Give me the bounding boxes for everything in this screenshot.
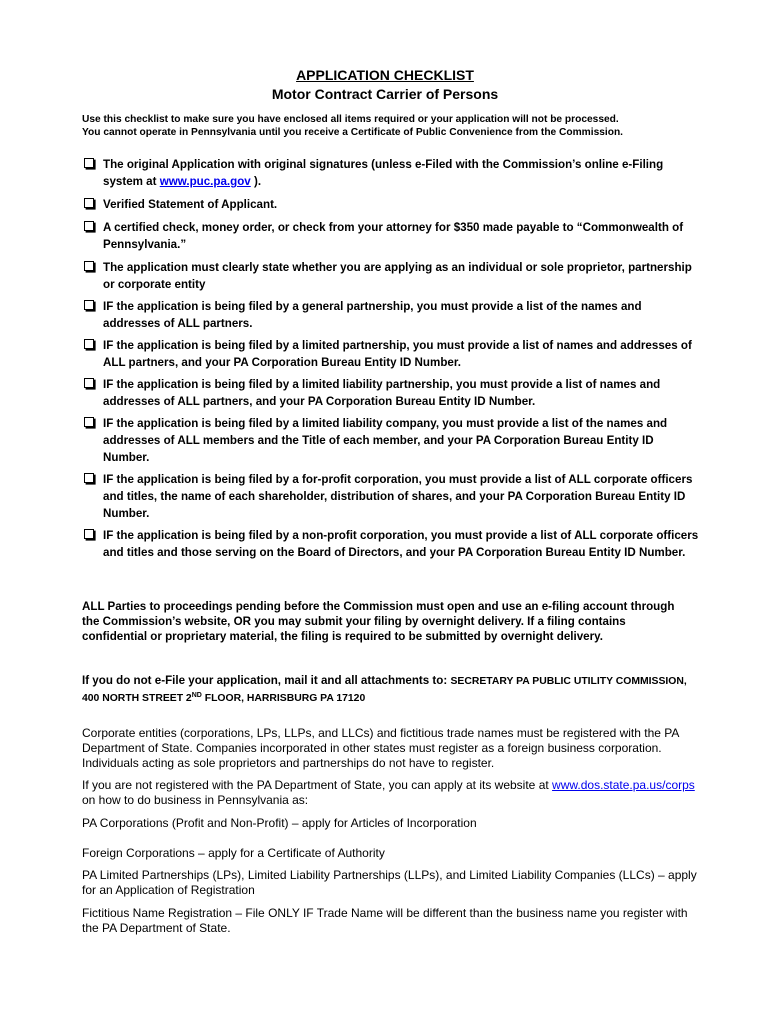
checkbox-icon[interactable] xyxy=(84,198,94,208)
checkbox-icon[interactable] xyxy=(84,221,94,231)
checklist-item xyxy=(82,337,702,371)
intro-line-1: Use this checklist to make sure you have enclosed all items required or your application will not be processed. xyxy=(82,114,619,125)
registration-website-paragraph xyxy=(82,778,702,808)
pa-corporations-line: PA Corporations (Profit and Non-Profit) – apply for Articles of Incorporation xyxy=(82,816,477,830)
checklist-item xyxy=(82,471,702,522)
checklist-item xyxy=(82,415,702,466)
fictitious-name-line: Fictitious Name Registration – File ONLY IF Trade Name will be different than the business name you register with the PA Department of State. xyxy=(82,906,688,935)
checklist-item xyxy=(82,156,702,190)
registration-paragraph: Corporate entities (corporations, LPs, LLPs, and LLCs) and fictitious trade names must be registered with the PA Department of State. Companies incorporated in other states must register as a foreign business corporation. Individuals acting as sole proprietors and partnerships do not have to register. xyxy=(82,726,679,770)
checkbox-icon[interactable] xyxy=(84,473,94,483)
mailing-instructions xyxy=(82,673,702,707)
checklist-item-text-part: The original Application with original signatures (unless e-Filed with the Commission’s online e-Filing system at xyxy=(103,158,664,188)
mailing-address-part: FLOOR, HARRISBURG PA 17120 xyxy=(201,693,366,704)
checklist-item-text: IF the application is being filed by a limited partnership, you must provide a list of names and addresses of ALL partners, and your PA Corporation Bureau Entity ID Number. xyxy=(103,339,692,369)
paragraph-text-part: If you are not registered with the PA Department of State, you can apply at its website at xyxy=(82,778,553,792)
checklist-item-text-part: ). xyxy=(250,175,262,188)
checkbox-icon[interactable] xyxy=(84,339,94,349)
mailing-lead-text: If you do not e-File your application, mail it and all attachments to: xyxy=(82,674,451,687)
checklist-item-text: A certified check, money order, or check from your attorney for $350 made payable to “Commonwealth of Pennsylvania.” xyxy=(103,221,684,251)
checkbox-icon[interactable] xyxy=(84,300,94,310)
checklist-item xyxy=(82,527,702,561)
checklist-item-text: IF the application is being filed by a limited liability partnership, you must provide a list of names and addresses of ALL partners, and your PA Corporation Bureau Entity ID Number. xyxy=(103,378,661,408)
checklist-item xyxy=(82,259,702,293)
checklist-item xyxy=(82,219,702,253)
puc-website-link[interactable]: www.puc.pa.gov xyxy=(159,175,251,188)
checklist-item xyxy=(82,376,702,410)
checklist-item-text: IF the application is being filed by a for-profit corporation, you must provide a list of ALL corporate officers and titles, the name of each shareholder, distribution of shares, and your PA Corporation Bureau Entity ID Number. xyxy=(103,473,693,520)
mailing-address-part: SECRETARY PA PUBLIC UTILITY COMMISSION, 400 NORTH STREET 2 xyxy=(82,676,687,704)
dos-website-link[interactable]: www.dos.state.pa.us/corps xyxy=(552,778,695,792)
limited-partnerships-line: PA Limited Partnerships (LPs), Limited Liability Partnerships (LLPs), and Limited Liability Companies (LLCs) – apply for an Application of Registration xyxy=(82,868,697,897)
mailing-address-sup: ND xyxy=(191,692,202,699)
checklist-item-text: IF the application is being filed by a general partnership, you must provide a list of the names and addresses of ALL partners. xyxy=(103,300,642,330)
document-subtitle: Motor Contract Carrier of Persons xyxy=(271,86,499,102)
checklist xyxy=(82,156,702,561)
foreign-corporations-line: Foreign Corporations – apply for a Certificate of Authority xyxy=(82,846,385,860)
checklist-item-text: IF the application is being filed by a non-profit corporation, you must provide a list of ALL corporate officers and titles and those serving on the Board of Directors, and your PA Corporation Bureau Entity ID Number. xyxy=(103,529,699,559)
checklist-item-text: The application must clearly state whether you are applying as an individual or sole proprietor, partnership or corporate entity xyxy=(103,261,692,291)
intro-line-2: You cannot operate in Pennsylvania until you receive a Certificate of Public Convenience from the Commission. xyxy=(82,127,624,139)
checklist-item-text: IF the application is being filed by a limited liability company, you must provide a list of the names and addresses of ALL members and the Title of each member, and your PA Corporation Bureau Entity ID Number. xyxy=(103,417,668,464)
checklist-item-text xyxy=(103,156,702,190)
checklist-item xyxy=(82,298,702,332)
checklist-item-text: Verified Statement of Applicant. xyxy=(103,198,278,211)
intro-text xyxy=(82,113,702,139)
checkbox-icon[interactable] xyxy=(84,158,94,168)
checkbox-icon[interactable] xyxy=(84,378,94,388)
checkbox-icon[interactable] xyxy=(84,261,94,271)
checkbox-icon[interactable] xyxy=(84,417,94,427)
checklist-item xyxy=(82,196,702,213)
e-filing-notice: ALL Parties to proceedings pending before the Commission must open and use an e-filing account through the Commission’s website, OR you may submit your filing by overnight delivery. If a filing contains confidential or proprietary material, the filing is required to be submitted by overnight delivery. xyxy=(82,600,675,643)
paragraph-text-part: on how to do business in Pennsylvania as: xyxy=(82,793,309,807)
document-title: APPLICATION CHECKLIST xyxy=(296,67,474,83)
checkbox-icon[interactable] xyxy=(84,529,94,539)
